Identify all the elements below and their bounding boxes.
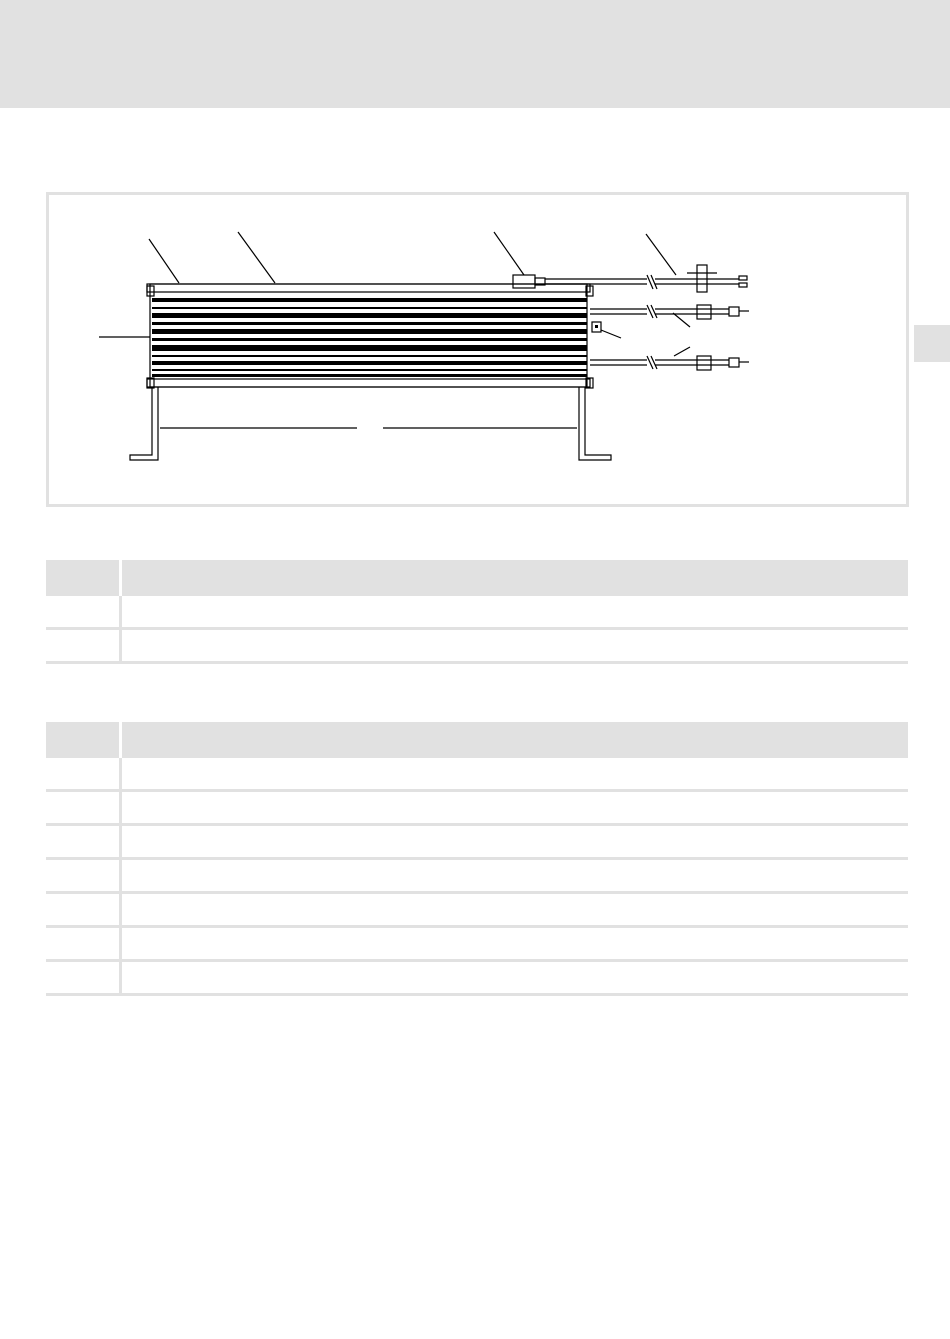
table-cell [121, 791, 909, 825]
table-cell [46, 629, 121, 663]
table-header-cell [121, 722, 909, 758]
table-row [46, 596, 908, 629]
table-cell [121, 596, 909, 629]
table-row [46, 893, 908, 927]
table-cell [121, 961, 909, 995]
table-header-cell [121, 560, 909, 596]
table-row [46, 629, 908, 663]
table-cell [46, 825, 121, 859]
table-cell [121, 758, 909, 791]
page-header-band [0, 0, 950, 108]
figure-frame [46, 192, 909, 507]
table-row [46, 961, 908, 995]
table-row [46, 758, 908, 791]
table-2 [46, 722, 908, 996]
table-row [46, 927, 908, 961]
table-cell [121, 893, 909, 927]
table-cell [46, 893, 121, 927]
table-cell [46, 596, 121, 629]
table-cell [121, 859, 909, 893]
brake-resistor-drawing [49, 195, 906, 504]
chapter-tab-marker [914, 325, 950, 362]
table-cell [121, 927, 909, 961]
table-row [46, 859, 908, 893]
table-cell [121, 825, 909, 859]
table-cell [46, 791, 121, 825]
table-row [46, 791, 908, 825]
table-header-cell [46, 722, 121, 758]
table-header-row [46, 722, 908, 758]
table-cell [121, 629, 909, 663]
table-1 [46, 560, 908, 664]
table-header-row [46, 560, 908, 596]
table-cell [46, 758, 121, 791]
table-cell [46, 859, 121, 893]
table-cell [46, 961, 121, 995]
table-row [46, 825, 908, 859]
table-cell [46, 927, 121, 961]
table-header-cell [46, 560, 121, 596]
